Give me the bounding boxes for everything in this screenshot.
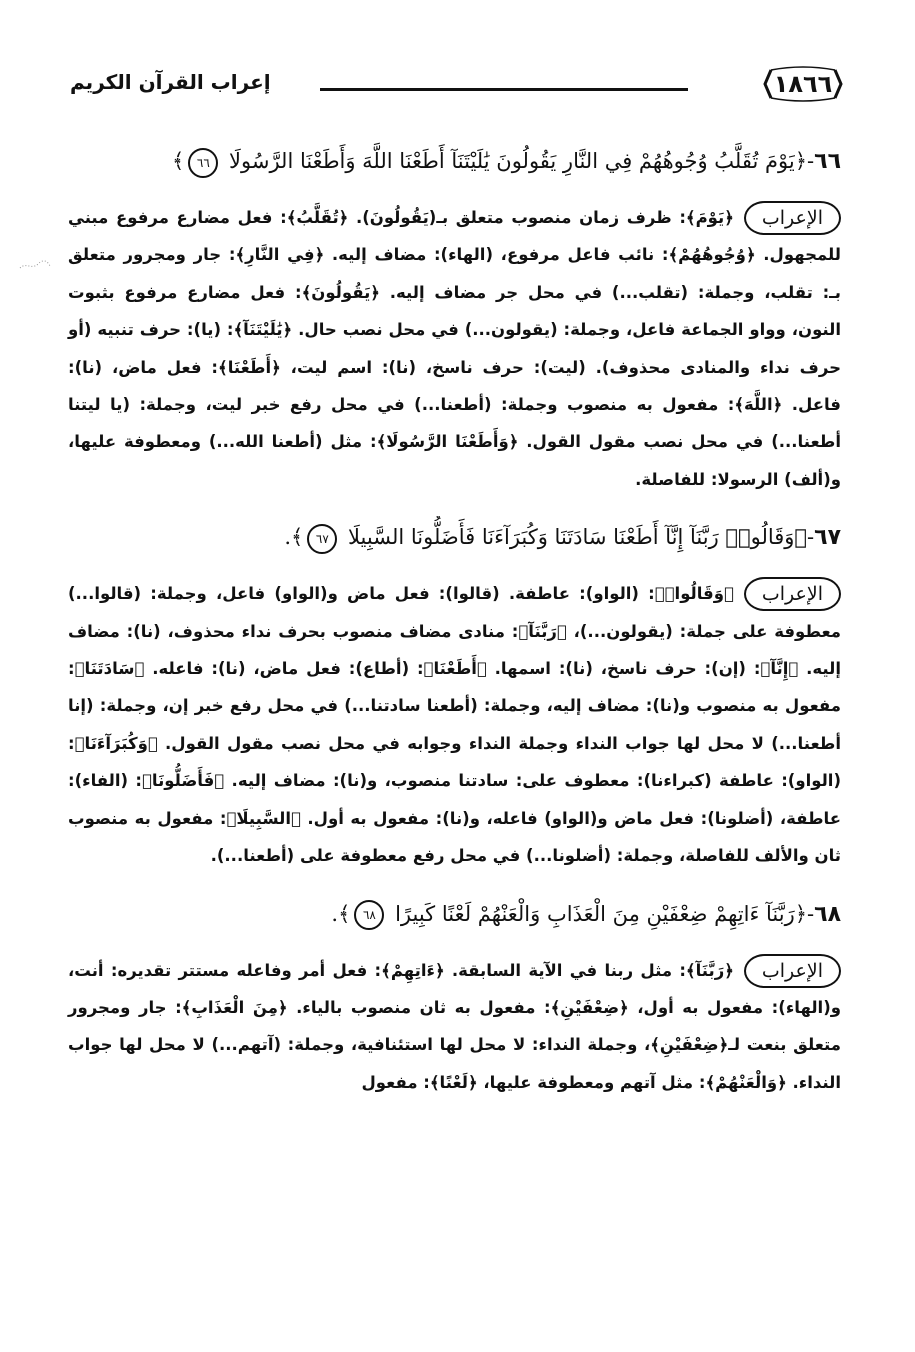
header-rule [320, 88, 688, 91]
verse-line: ٦٦-﴿يَوْمَ تُقَلَّبُ وُجُوهُهُمْ فِي النَّارِ يَقُولُونَ يَٰلَيْتَنَآ أَطَعْنَا اللَّهَ وَأَطَعْنَا الرَّسُولَا ٦٦﴾ [68, 140, 841, 183]
irab-paragraph [68, 199, 841, 498]
irab-label: الإعراب [744, 577, 841, 611]
page-header [70, 62, 845, 116]
scan-smudge [18, 258, 52, 272]
page-number: ١٨٦٦ [773, 70, 833, 98]
irab-text: ﴿رَبَّنَآ﴾: مثل ربنا في الآية السابقة. ﴿ءَاتِهِمْ﴾: فعل أمر وفاعله مستتر تقديره: أنت، و(الهاء): مفعول به أول، ﴿ضِعْفَيْنِ﴾: مفعول به ثان منصوب بالياء. ﴿مِنَ الْعَذَابِ﴾: جار ومجرور متعلق بنعت لـ﴿ضِعْفَيْنِ﴾، وجملة النداء: لا محل لها استئنافية، وجملة: (آتهم...) لا محل لها جواب النداء. ﴿وَالْعَنْهُمْ﴾: مثل آتهم ومعطوفة عليها، ﴿لَعْنًا﴾: مفعول [68, 960, 841, 1092]
book-title: إعراب القرآن الكريم [70, 70, 271, 94]
irab-text: ﴿يَوْمَ﴾: ظرف زمان منصوب متعلق بـ(يَقُولُونَ). ﴿تُقَلَّبُ﴾: فعل مضارع مرفوع مبني للمجهول. ﴿وُجُوهُهُمْ﴾: نائب فاعل مرفوع، (الهاء): مضاف إليه. ﴿فِي النَّارِ﴾: جار ومجرور متعلق بـ: تقلب، وجملة: (تقلب...) في محل جر مضاف إليه. ﴿يَقُولُونَ﴾: فعل مضارع مرفوع بثبوت النون، وواو الجماعة فاعل، وجملة: (يقولون...) في محل نصب حال. ﴿يَٰلَيْتَنَآ﴾: (يا): حرف تنبيه (أو حرف نداء والمنادى محذوف). (ليت): حرف ناسخ، (نا): اسم ليت، ﴿أَطَعْنَا﴾: فعل ماض، (نا): فاعل. ﴿اللَّهَ﴾: مفعول به منصوب وجملة: (أطعنا...) في محل رفع خبر ليت، وجملة: (يا ليتنا أطعنا...) في محل نصب مقول القول. ﴿وَأَطَعْنَا الرَّسُولَا﴾: مثل (أطعنا الله...) ومعطوفة عليها، و(ألف) الرسولا: للفاصلة. [68, 208, 841, 489]
verse-number: ٦٦ [814, 149, 841, 174]
irab-paragraph [68, 952, 841, 1102]
verse-number: ٦٨ [814, 901, 841, 927]
irab-label: الإعراب [744, 954, 841, 988]
irab-label: الإعراب [744, 201, 841, 235]
page-number-ornament [761, 66, 845, 102]
verse-number: ٦٧ [814, 525, 841, 551]
verse-end-medallion-icon: ٦٨ [354, 900, 384, 930]
irab-paragraph [68, 575, 841, 874]
irab-text: ﴿وَقَالُوا۟﴾: (الواو): عاطفة. (قالوا): فعل ماض و(الواو) فاعل، وجملة: (قالوا...) معطوفة على جملة: (يقولون...)، ﴿رَبَّنَآ﴾: منادى مضاف منصوب بحرف نداء محذوف، (نا): مضاف إليه. ﴿إِنَّآ﴾: (إن): حرف ناسخ، (نا): اسمها. ﴿أَطَعْنَا﴾: (أطاع): فعل ماض، (نا): فاعله. ﴿سَادَتَنَا﴾: مفعول به منصوب و(نا): مضاف إليه، وجملة: (أطعنا سادتنا...) في محل رفع خبر إن، وجملة: (إنا أطعنا...) لا محل لها جواب النداء وجملة النداء وجوابه في محل نصب مقول القول. ﴿وَكُبَرَآءَنَا﴾: (الواو): عاطفة (كبراءنا): معطوف على: سادتنا منصوب، و(نا): مضاف إليه. ﴿فَأَضَلُّونَا﴾: (الفاء): عاطفة، (أضلونا): فعل ماض و(الواو) فاعله، و(نا): مفعول به أول. ﴿السَّبِيلَا﴾: مفعول به منصوب ثان والألف للفاصلة، وجملة: (أضلونا...) في محل رفع معطوفة على (أطعنا...). [68, 584, 841, 866]
page-content [68, 140, 841, 1119]
verse-text: ﴿يَوْمَ تُقَلَّبُ وُجُوهُهُمْ فِي النَّارِ يَقُولُونَ يَٰلَيْتَنَآ أَطَعْنَا اللَّهَ وَأَطَعْنَا الرَّسُولَا [229, 149, 808, 173]
verse-line: ٦٨-﴿رَبَّنَآ ءَاتِهِمْ ضِعْفَيْنِ مِنَ الْعَذَابِ وَالْعَنْهُمْ لَعْنًا كَبِيرًا ٦٨﴾. [68, 893, 841, 936]
verse-text: ﴿وَقَالُوا۟ رَبَّنَآ إِنَّآ أَطَعْنَا سَادَتَنَا وَكُبَرَآءَنَا فَأَضَلُّونَا السَّبِيلَا [348, 525, 808, 550]
verse-line: ٦٧-﴿وَقَالُوا۟ رَبَّنَآ إِنَّآ أَطَعْنَا سَادَتَنَا وَكُبَرَآءَنَا فَأَضَلُّونَا السَّبِيلَا ٦٧﴾. [68, 516, 841, 559]
verse-end-medallion-icon: ٦٧ [307, 524, 337, 554]
verse-text: ﴿رَبَّنَآ ءَاتِهِمْ ضِعْفَيْنِ مِنَ الْعَذَابِ وَالْعَنْهُمْ لَعْنًا كَبِيرًا [395, 901, 808, 926]
verse-end-medallion-icon: ٦٦ [188, 148, 218, 178]
